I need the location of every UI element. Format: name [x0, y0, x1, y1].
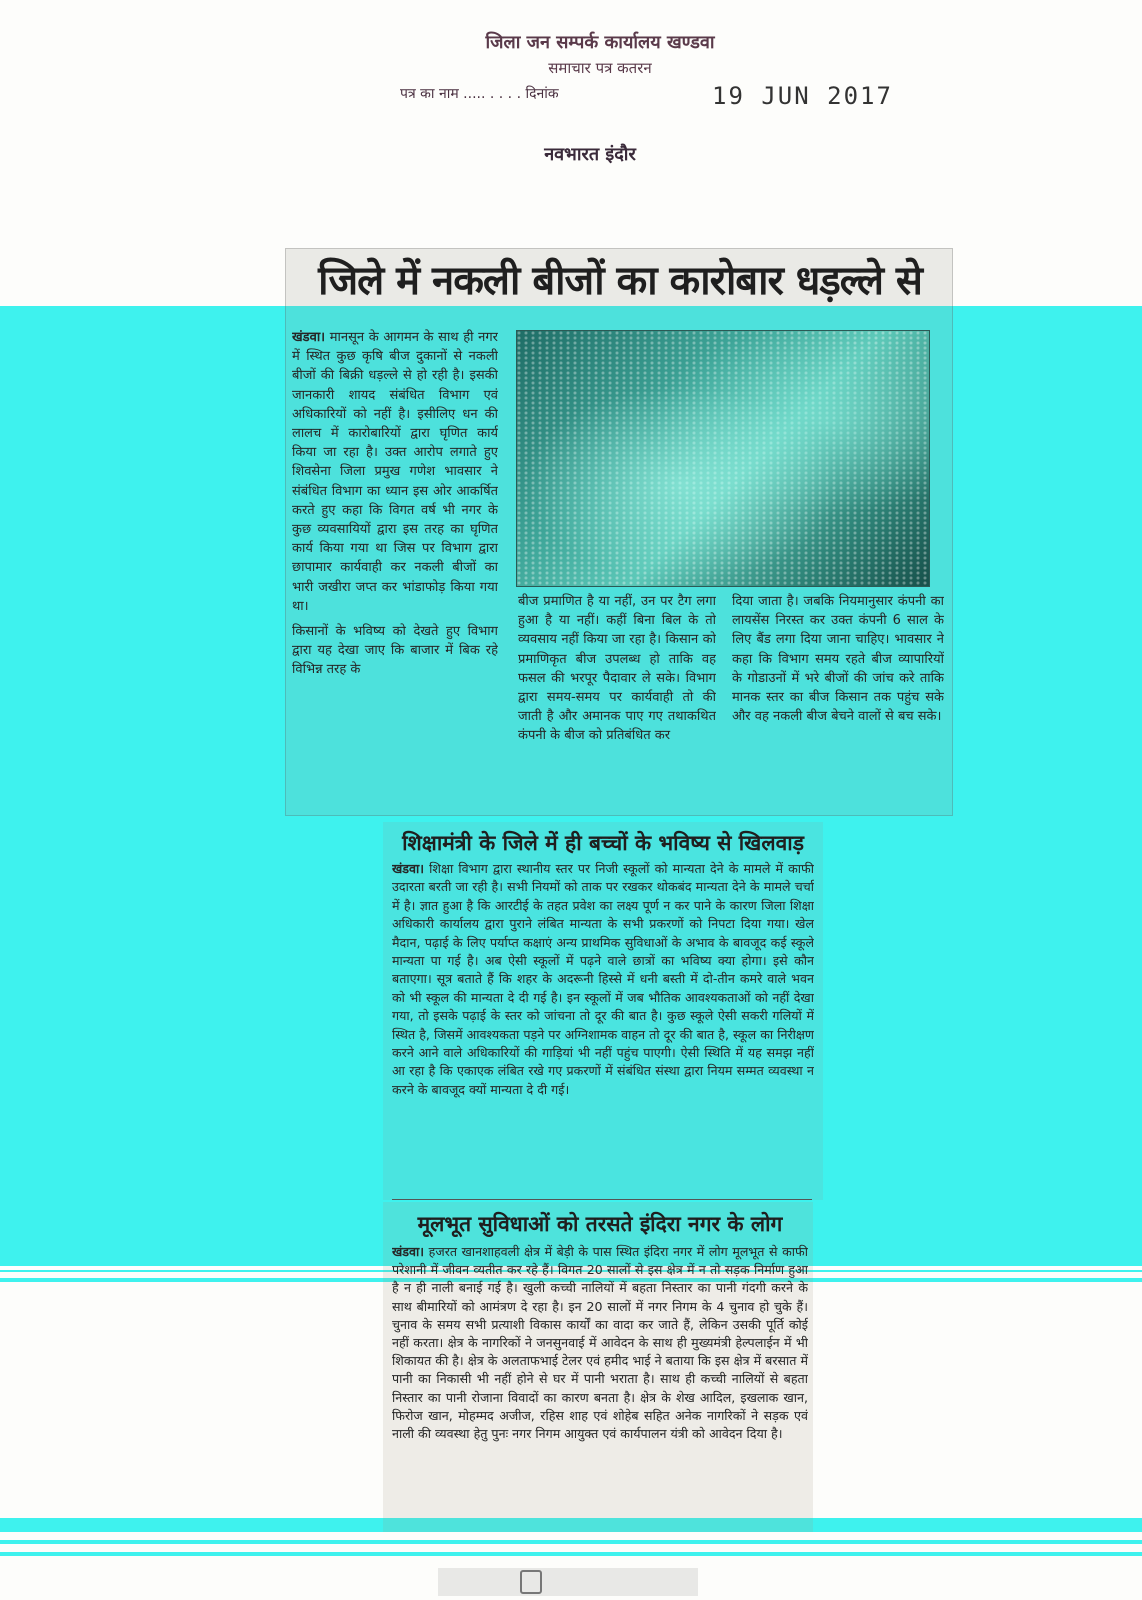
scan-band-thin [0, 1552, 1142, 1556]
article1-paragraph-1: मानसून के आगमन के साथ ही नगर में स्थित कुछ कृषि बीज दुकानों से नकली बीजों की बिक्री धड़ल्ले से हो रही है। इसकी जानकारी शायद संबंधित विभाग एवं अधिकारियों को नहीं है। इसीलिए धन की लालच में कारोबारियों द्वारा घृणित कार्य किया जा रहा है। उक्त आरोप लगाते हुए शिवसेना जिला प्रमुख गणेश भावसार ने संबंधित विभाग का ध्यान इस ओर आकर्षित करते हुए कहा कि विगत वर्ष भी नगर के कुछ व्यवसायियों द्वारा इस तरह का घृणित कार्य किया गया था जिस पर विभाग द्वारा छापामार कार्यवाही कर नकली बीजों का भारी जखीरा जप्त कर भांडाफोड़ किया गया था। [292, 330, 498, 614]
article3-text: हजरत खानशाहवली क्षेत्र में बेड़ी के पास स्थित इंदिरा नगर में लोग मूलभूत से काफी परेशानी में जीवन व्यतीत कर रहे हैं। विगत 20 सालों से इस क्षेत्र में न तो सड़क निर्माण हुआ है न ही नाली बनाई गई है। खुली कच्ची नालियों में बहता निस्तार का पानी गंदगी करने के साथ बीमारियों को आमंत्रण दे रहा है। इन 20 सालों में नगर निगम के 4 चुनाव हो चुके हैं। चुनाव के समय सभी प्रत्याशी विकास कार्यों का वादा कर जाते हैं, लेकिन उसकी पूर्ति कोई नहीं करता। क्षेत्र के नागरिकों ने जनसुनवाई में आवेदन के साथ ही मुख्यमंत्री हेल्पलाईन में भी शिकायत की है। क्षेत्र के अलताफभाई टेलर एवं हमीद भाई ने बताया कि इस क्षेत्र में बरसात में पानी का निकासी भी नहीं होने से घर में पानी भराता है। साथ ही कच्ची नालियों से बहता निस्तार का पानी रोजाना विवादों का कारण बनता है। क्षेत्र के शेख आदिल, इखलाक खान, फिरोज खान, मोहम्मद अजीज, रहिस शाह एवं शोहेब सहित अनेक नागरिकों ने सड़क एवं नाली की व्यवस्था हेतु पुनः नगर निगम आयुक्त एवं कार्यपालन यंत्री को आवेदन दिया है। [392, 1244, 808, 1442]
article1-column-1 [292, 328, 498, 808]
scanner-clip-icon [520, 1570, 542, 1594]
office-stamp-subtitle: समाचार पत्र कतरन [548, 59, 652, 77]
article3-dateline: खंडवा। [392, 1244, 425, 1259]
article3-headline: मूलभूत सुविधाओं को तरसते इंदिरा नगर के लोग [417, 1212, 783, 1236]
article3-body [392, 1243, 808, 1529]
article1-column-3: दिया जाता है। जबकि नियमानुसार कंपनी का लायसेंस निरस्त कर उक्त कंपनी 6 साल के लिए बैंड लगा दिया जाना चाहिए। भावसार ने कहा कि विभाग समय रहते बीज व्यापारियों के गोडाउनों में भरे बीजों की जांच करे ताकि मानक स्तर का बीज किसान तक पहुंच सके और वह नकली बीज बेचने वालों से बच सके। [732, 594, 944, 725]
newspaper-name: नवभारत इंदौर [544, 144, 636, 165]
stamp-date: 19 JUN 2017 [712, 82, 893, 110]
article2-headline: शिक्षामंत्री के जिले में ही बच्चों के भविष्य से खिलवाड़ [402, 831, 804, 855]
article2-body [392, 860, 814, 1196]
scanner-edge-mark [438, 1568, 698, 1596]
seeds-photo [516, 330, 930, 587]
scan-band-thin [0, 1540, 1142, 1544]
article1-dateline: खंडवा। [292, 330, 326, 345]
article1-paragraph-2: किसानों के भविष्य को देखते हुए विभाग द्वारा यह देखा जाए कि बाजार में बिक रहे विभिन्न तरह के [292, 624, 498, 678]
stamp-meta-label: पत्र का नाम ..... . . . . दिनांक [400, 86, 559, 102]
article1-headline: जिले में नकली बीजों का कारोबार धड़ल्ले से [318, 258, 922, 304]
office-stamp-title: जिला जन सम्पर्क कार्यालय खण्डवा [485, 32, 715, 53]
article-divider [392, 1199, 812, 1200]
article2-dateline: खंडवा। [392, 861, 425, 876]
article2-text: शिक्षा विभाग द्वारा स्थानीय स्तर पर निजी स्कूलों को मान्यता देने के मामले में काफी उदारता बरती जा रही है। सभी नियमों को ताक पर रखकर थोकबंद मान्यता देने के मामले चर्चा में है। ज्ञात हुआ है कि आरटीई के तहत प्रवेश का लक्ष्य पूर्ण न कर पाने के कारण जिला शिक्षा अधिकारी कार्यालय द्वारा पुराने लंबित मान्यता के सभी प्रकरणों को निपटा दिया गया। खेल मैदान, पढ़ाई के लिए पर्याप्त कक्षाएं अन्य प्राथमिक सुविधाओं के अभाव के बावजूद कई स्कूले मान्यता पा गई है। अब ऐसी स्कूलों में पढ़ने वाले छात्रों का भविष्य क्या होगा। इसे कौन बताएगा। सूत्र बताते हैं कि शहर के अदरूनी हिस्से में धनी बस्ती में दो-तीन कमरे वाले भवन को भी स्कूल की मान्यता दे दी गई है। इन स्कूलों में जब भौतिक आवश्यकताओं को नहीं देखा गया, तो इसके पढ़ाई के स्तर को जांचना तो दूर की बात है। कुछ स्कूले ऐसी सकरी गलियों में स्थित है, जिसमें आवश्यकता पड़ने पर अग्निशामक वाहन तो दूर की बात है, स्कूल का निरीक्षण करने आने वाले अधिकारियों की गाड़ियां भी नहीं पहुंच पाएगी। ऐसी स्थिति में यह समझ नहीं आ रहा है कि एकाएक लंबित रखे गए प्रकरणों में संबंधित संस्था द्वारा नियम सम्मत व्यवस्था न करने के बावजूद क्यों मान्यता दे दी गई। [392, 861, 814, 1097]
article1-column-2: बीज प्रमाणित है या नहीं, उन पर टैग लगा हुआ है या नहीं। कहीं बिना बिल के तो व्यवसाय नहीं किया जा रहा है। किसान को प्रमाणिकृत बीज उपलब्ध हो ताकि वह फसल की भरपूर पैदावार ले सके। विभाग द्वारा समय-समय पर कार्यवाही तो की जाती है और अमानक पाए गए तथाकथित कंपनी के बीज को प्रतिबंधित कर [518, 594, 716, 744]
